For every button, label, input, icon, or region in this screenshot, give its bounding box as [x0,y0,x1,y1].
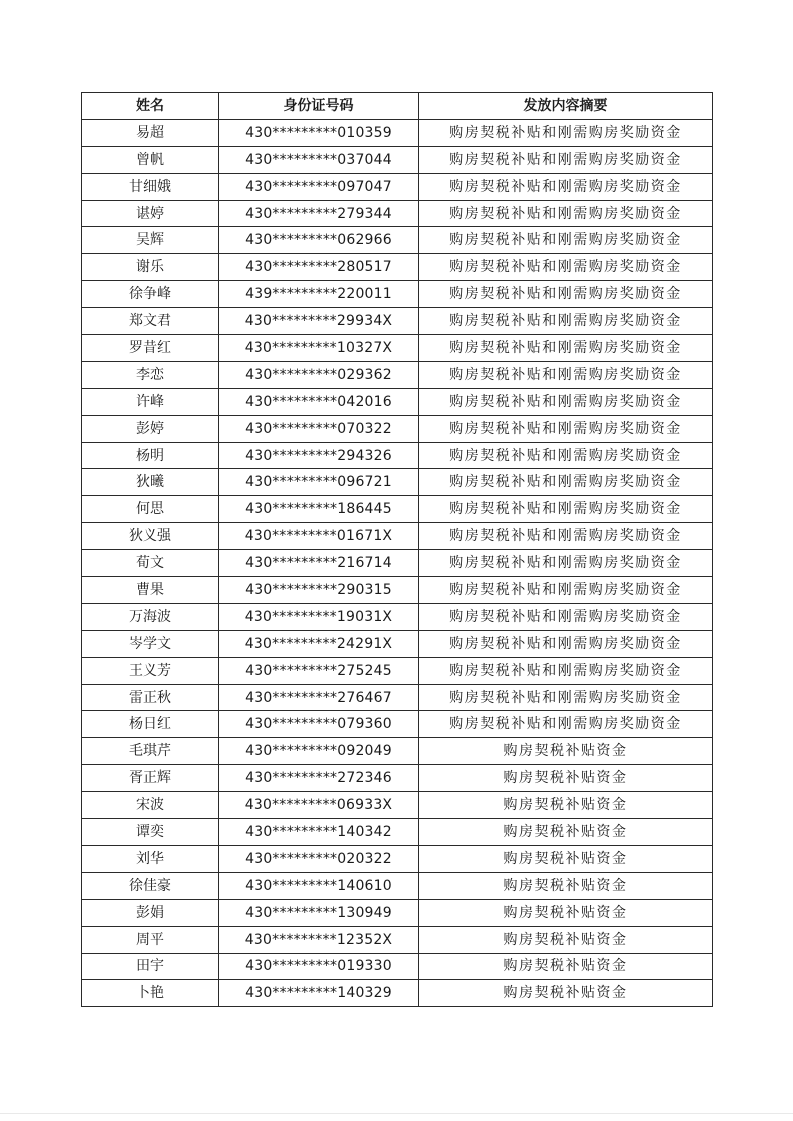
payment-summary-cell: 购房契税补贴和刚需购房奖励资金 [419,442,713,469]
name-cell: 李恋 [82,361,219,388]
payment-summary-cell: 购房契税补贴和刚需购房奖励资金 [419,119,713,146]
name-cell: 何思 [82,496,219,523]
id-number-cell: 430*********140610 [219,872,419,899]
payment-summary-cell: 购房契税补贴和刚需购房奖励资金 [419,388,713,415]
id-number-cell: 430*********06933X [219,792,419,819]
id-number-cell: 430*********24291X [219,630,419,657]
scan-edge-line [0,1113,793,1114]
table-row [82,603,713,630]
name-cell: 谢乐 [82,254,219,281]
id-number-cell: 430*********097047 [219,173,419,200]
name-cell: 岑学文 [82,630,219,657]
table-row [82,281,713,308]
table-row [82,738,713,765]
id-number-cell: 430*********294326 [219,442,419,469]
payment-summary-cell: 购房契税补贴和刚需购房奖励资金 [419,496,713,523]
header-id-number: 身份证号码 [219,93,419,120]
id-number-cell: 430*********096721 [219,469,419,496]
payment-summary-cell: 购房契税补贴资金 [419,738,713,765]
table-row [82,146,713,173]
name-cell: 田宇 [82,953,219,980]
table-row [82,657,713,684]
name-cell: 徐争峰 [82,281,219,308]
id-number-cell: 430*********037044 [219,146,419,173]
payment-summary-cell: 购房契税补贴和刚需购房奖励资金 [419,603,713,630]
id-number-cell: 430*********216714 [219,550,419,577]
table-row [82,899,713,926]
table-row [82,227,713,254]
id-number-cell: 430*********276467 [219,684,419,711]
name-cell: 狄义强 [82,523,219,550]
payment-summary-cell: 购房契税补贴资金 [419,765,713,792]
name-cell: 卜艳 [82,980,219,1007]
id-number-cell: 439*********220011 [219,281,419,308]
table-row [82,872,713,899]
name-cell: 吴辉 [82,227,219,254]
table-body [82,119,713,1006]
subsidy-table [81,92,713,1007]
payment-summary-cell: 购房契税补贴和刚需购房奖励资金 [419,577,713,604]
payment-summary-cell: 购房契税补贴资金 [419,792,713,819]
payment-summary-cell: 购房契税补贴和刚需购房奖励资金 [419,173,713,200]
id-number-cell: 430*********280517 [219,254,419,281]
payment-summary-cell: 购房契税补贴资金 [419,926,713,953]
header-payment-summary: 发放内容摘要 [419,93,713,120]
payment-summary-cell: 购房契税补贴和刚需购房奖励资金 [419,684,713,711]
id-number-cell: 430*********092049 [219,738,419,765]
payment-summary-cell: 购房契税补贴和刚需购房奖励资金 [419,630,713,657]
name-cell: 周平 [82,926,219,953]
id-number-cell: 430*********020322 [219,845,419,872]
payment-summary-cell: 购房契税补贴资金 [419,845,713,872]
payment-summary-cell: 购房契税补贴资金 [419,899,713,926]
name-cell: 郑文君 [82,308,219,335]
table-row [82,711,713,738]
table-row [82,845,713,872]
name-cell: 曾帆 [82,146,219,173]
id-number-cell: 430*********130949 [219,899,419,926]
payment-summary-cell: 购房契税补贴和刚需购房奖励资金 [419,361,713,388]
id-number-cell: 430*********186445 [219,496,419,523]
payment-summary-cell: 购房契税补贴和刚需购房奖励资金 [419,469,713,496]
payment-summary-cell: 购房契税补贴和刚需购房奖励资金 [419,227,713,254]
id-number-cell: 430*********062966 [219,227,419,254]
table-row [82,684,713,711]
name-cell: 彭娟 [82,899,219,926]
table-row [82,980,713,1007]
table-row [82,415,713,442]
table-row [82,953,713,980]
name-cell: 杨明 [82,442,219,469]
name-cell: 彭婷 [82,415,219,442]
id-number-cell: 430*********010359 [219,119,419,146]
id-number-cell: 430*********29934X [219,308,419,335]
table-row [82,577,713,604]
name-cell: 曹果 [82,577,219,604]
payment-summary-cell: 购房契税补贴和刚需购房奖励资金 [419,711,713,738]
id-number-cell: 430*********10327X [219,335,419,362]
payment-summary-cell: 购房契税补贴资金 [419,953,713,980]
table-row [82,550,713,577]
table-row [82,200,713,227]
payment-summary-cell: 购房契税补贴和刚需购房奖励资金 [419,146,713,173]
payment-summary-cell: 购房契税补贴和刚需购房奖励资金 [419,550,713,577]
table-row [82,442,713,469]
payment-summary-cell: 购房契税补贴和刚需购房奖励资金 [419,308,713,335]
id-number-cell: 430*********140342 [219,819,419,846]
table-row [82,361,713,388]
payment-summary-cell: 购房契税补贴和刚需购房奖励资金 [419,523,713,550]
id-number-cell: 430*********275245 [219,657,419,684]
name-cell: 万海波 [82,603,219,630]
table-row [82,173,713,200]
name-cell: 刘华 [82,845,219,872]
name-cell: 狄曦 [82,469,219,496]
table-row [82,119,713,146]
id-number-cell: 430*********070322 [219,415,419,442]
name-cell: 杨日红 [82,711,219,738]
id-number-cell: 430*********279344 [219,200,419,227]
id-number-cell: 430*********01671X [219,523,419,550]
table-row [82,819,713,846]
id-number-cell: 430*********290315 [219,577,419,604]
name-cell: 宋波 [82,792,219,819]
name-cell: 谭奕 [82,819,219,846]
payment-summary-cell: 购房契税补贴和刚需购房奖励资金 [419,415,713,442]
name-cell: 易超 [82,119,219,146]
name-cell: 许峰 [82,388,219,415]
payment-summary-cell: 购房契税补贴资金 [419,819,713,846]
table-row [82,523,713,550]
table-row [82,308,713,335]
name-cell: 罗昔红 [82,335,219,362]
name-cell: 胥正辉 [82,765,219,792]
name-cell: 王义芳 [82,657,219,684]
id-number-cell: 430*********272346 [219,765,419,792]
name-cell: 甘细娥 [82,173,219,200]
table-row [82,630,713,657]
table-row [82,926,713,953]
name-cell: 谌婷 [82,200,219,227]
payment-summary-cell: 购房契税补贴和刚需购房奖励资金 [419,281,713,308]
table-row [82,388,713,415]
id-number-cell: 430*********19031X [219,603,419,630]
payment-summary-cell: 购房契税补贴和刚需购房奖励资金 [419,200,713,227]
id-number-cell: 430*********079360 [219,711,419,738]
name-cell: 徐佳豪 [82,872,219,899]
table-row [82,792,713,819]
header-name: 姓名 [82,93,219,120]
table-header-row [82,93,713,120]
id-number-cell: 430*********042016 [219,388,419,415]
payment-summary-cell: 购房契税补贴资金 [419,980,713,1007]
id-number-cell: 430*********029362 [219,361,419,388]
table-row [82,335,713,362]
payment-summary-cell: 购房契税补贴和刚需购房奖励资金 [419,657,713,684]
table-row [82,254,713,281]
id-number-cell: 430*********140329 [219,980,419,1007]
id-number-cell: 430*********019330 [219,953,419,980]
table-row [82,469,713,496]
table-row [82,496,713,523]
id-number-cell: 430*********12352X [219,926,419,953]
payment-summary-cell: 购房契税补贴和刚需购房奖励资金 [419,254,713,281]
table-row [82,765,713,792]
payment-summary-cell: 购房契税补贴和刚需购房奖励资金 [419,335,713,362]
payment-summary-cell: 购房契税补贴资金 [419,872,713,899]
name-cell: 毛琪芹 [82,738,219,765]
name-cell: 雷正秋 [82,684,219,711]
name-cell: 荀文 [82,550,219,577]
